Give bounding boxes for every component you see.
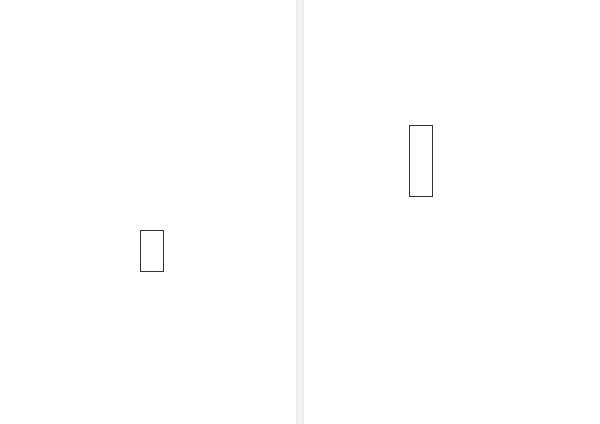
left-page: [0, 0, 296, 424]
gutter: [296, 0, 304, 424]
left-page-text: [14, 18, 282, 398]
left-chapter-box: [140, 230, 164, 272]
right-chapter-box: [409, 125, 433, 197]
right-page: [304, 0, 600, 424]
right-page-text: [318, 18, 586, 398]
